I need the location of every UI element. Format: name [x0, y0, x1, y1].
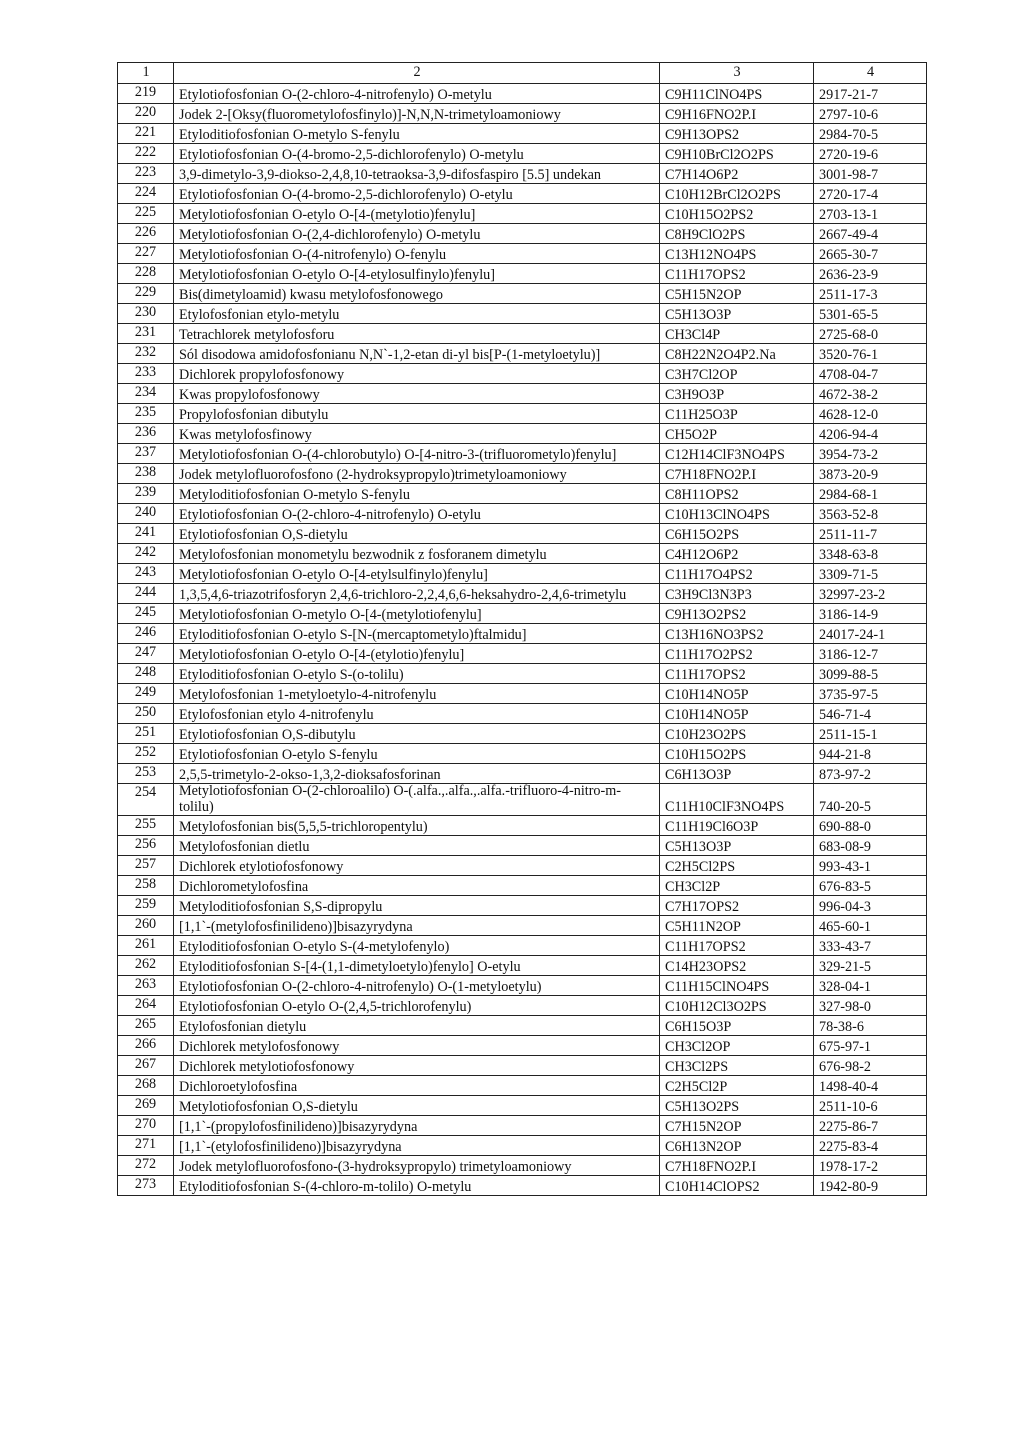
- compound-name: Metylofosfonian 1-metyloetylo-4-nitrofenylu: [174, 684, 660, 704]
- compound-name: Etyloditiofosfonian O-etylo S-(4-metylofenylo): [174, 936, 660, 956]
- molecular-formula: C11H17OPS2: [660, 936, 814, 956]
- row-number: 263: [118, 976, 174, 996]
- cas-number: 3348-63-8: [814, 544, 927, 564]
- row-number: 266: [118, 1036, 174, 1056]
- cas-number: 683-08-9: [814, 836, 927, 856]
- molecular-formula: C8H22N2O4P2.Na: [660, 344, 814, 364]
- row-number: 251: [118, 724, 174, 744]
- compound-name: Metylotiofosfonian O-etylo O-[4-(etylotio)fenylu]: [174, 644, 660, 664]
- molecular-formula: C6H15O2PS: [660, 524, 814, 544]
- row-number: 236: [118, 424, 174, 444]
- compound-name: Etylotiofosfonian O-(2-chloro-4-nitrofenylo) O-etylu: [174, 504, 660, 524]
- compound-name: Etylofosfonian etylo-metylu: [174, 304, 660, 324]
- table-row: [118, 404, 927, 424]
- table-row: [118, 664, 927, 684]
- compound-name: Dichlorek etylotiofosfonowy: [174, 856, 660, 876]
- row-number: 232: [118, 344, 174, 364]
- row-number: 238: [118, 464, 174, 484]
- header-col-1: 1: [118, 63, 174, 84]
- row-number: 250: [118, 704, 174, 724]
- cas-number: 873-97-2: [814, 764, 927, 784]
- molecular-formula: C5H11N2OP: [660, 916, 814, 936]
- table-row: [118, 896, 927, 916]
- cas-number: 4206-94-4: [814, 424, 927, 444]
- molecular-formula: C7H14O6P2: [660, 164, 814, 184]
- table-row: [118, 224, 927, 244]
- table-row: [118, 324, 927, 344]
- row-number: 228: [118, 264, 174, 284]
- cas-number: 2667-49-4: [814, 224, 927, 244]
- table-row: [118, 344, 927, 364]
- cas-number: 2511-15-1: [814, 724, 927, 744]
- molecular-formula: C3H9O3P: [660, 384, 814, 404]
- molecular-formula: C10H12Cl3O2PS: [660, 996, 814, 1016]
- table-row: [118, 264, 927, 284]
- cas-number: 4708-04-7: [814, 364, 927, 384]
- compound-name: Etylotiofosfonian O-(2-chloro-4-nitrofenylo) O-metylu: [174, 84, 660, 104]
- molecular-formula: C9H13O2PS2: [660, 604, 814, 624]
- molecular-formula: C2H5Cl2PS: [660, 856, 814, 876]
- compound-name: Kwas propylofosfonowy: [174, 384, 660, 404]
- row-number: 255: [118, 816, 174, 836]
- table-row: [118, 1176, 927, 1196]
- molecular-formula: C7H18FNO2P.I: [660, 464, 814, 484]
- compound-name: Etylotiofosfonian O-etylo O-(2,4,5-trichlorofenylu): [174, 996, 660, 1016]
- row-number: 270: [118, 1116, 174, 1136]
- table-row: [118, 284, 927, 304]
- row-number: 252: [118, 744, 174, 764]
- molecular-formula: C5H13O3P: [660, 304, 814, 324]
- cas-number: 4672-38-2: [814, 384, 927, 404]
- row-number: 245: [118, 604, 174, 624]
- row-number: 229: [118, 284, 174, 304]
- compound-name: Etyloditiofosfonian O-metylo S-fenylu: [174, 124, 660, 144]
- cas-number: 690-88-0: [814, 816, 927, 836]
- cas-number: 675-97-1: [814, 1036, 927, 1056]
- cas-number: 546-71-4: [814, 704, 927, 724]
- row-number: 273: [118, 1176, 174, 1196]
- table-row: [118, 1116, 927, 1136]
- compound-name: Metyloditiofosfonian S,S-dipropylu: [174, 896, 660, 916]
- molecular-formula: C10H14NO5P: [660, 684, 814, 704]
- row-number: 261: [118, 936, 174, 956]
- cas-number: 3309-71-5: [814, 564, 927, 584]
- cas-number: 1498-40-4: [814, 1076, 927, 1096]
- row-number: 239: [118, 484, 174, 504]
- row-number: 262: [118, 956, 174, 976]
- table-row: [118, 836, 927, 856]
- row-number: 220: [118, 104, 174, 124]
- cas-number: 2720-17-4: [814, 184, 927, 204]
- molecular-formula: C8H9ClO2PS: [660, 224, 814, 244]
- chemical-table: [117, 62, 927, 1196]
- header-col-4: 4: [814, 63, 927, 84]
- cas-number: 2720-19-6: [814, 144, 927, 164]
- row-number: 260: [118, 916, 174, 936]
- table-row: [118, 856, 927, 876]
- cas-number: 2917-21-7: [814, 84, 927, 104]
- molecular-formula: CH3Cl2PS: [660, 1056, 814, 1076]
- compound-name: 2,5,5-trimetylo-2-okso-1,3,2-dioksafosforinan: [174, 764, 660, 784]
- cas-number: 2511-10-6: [814, 1096, 927, 1116]
- compound-name: Etylotiofosfonian O,S-dibutylu: [174, 724, 660, 744]
- molecular-formula: C11H17O2PS2: [660, 644, 814, 664]
- table-row: [118, 724, 927, 744]
- molecular-formula: C4H12O6P2: [660, 544, 814, 564]
- table-row: [118, 764, 927, 784]
- compound-name: [1,1`-(propylofosfinilideno)]bisazyrydyna: [174, 1116, 660, 1136]
- molecular-formula: C11H15ClNO4PS: [660, 976, 814, 996]
- table-row: [118, 876, 927, 896]
- compound-name: Metylofosfonian dietlu: [174, 836, 660, 856]
- table-row: [118, 304, 927, 324]
- compound-name: Metylotiofosfonian O-etylo O-[4-etylosulfinylo)fenylu]: [174, 264, 660, 284]
- cas-number: 3873-20-9: [814, 464, 927, 484]
- cas-number: 329-21-5: [814, 956, 927, 976]
- table-row: [118, 644, 927, 664]
- row-number: 268: [118, 1076, 174, 1096]
- table-body: [118, 84, 927, 1196]
- table-row: [118, 704, 927, 724]
- table-row: [118, 544, 927, 564]
- table-row: [118, 816, 927, 836]
- table-row: [118, 144, 927, 164]
- cas-number: 3186-14-9: [814, 604, 927, 624]
- table-row: [118, 364, 927, 384]
- row-number: 267: [118, 1056, 174, 1076]
- cas-number: 676-98-2: [814, 1056, 927, 1076]
- row-number: 221: [118, 124, 174, 144]
- row-number: 246: [118, 624, 174, 644]
- table-row: [118, 956, 927, 976]
- row-number: 237: [118, 444, 174, 464]
- cas-number: 328-04-1: [814, 976, 927, 996]
- molecular-formula: C9H10BrCl2O2PS: [660, 144, 814, 164]
- table-row: [118, 244, 927, 264]
- row-number: 257: [118, 856, 174, 876]
- molecular-formula: C6H13N2OP: [660, 1136, 814, 1156]
- table-row: [118, 1016, 927, 1036]
- table-row: [118, 996, 927, 1016]
- row-number: 256: [118, 836, 174, 856]
- table-row: [118, 84, 927, 104]
- molecular-formula: C3H7Cl2OP: [660, 364, 814, 384]
- row-number: 233: [118, 364, 174, 384]
- table-row: [118, 784, 927, 816]
- molecular-formula: C10H15O2PS2: [660, 204, 814, 224]
- cas-number: 32997-23-2: [814, 584, 927, 604]
- row-number: 253: [118, 764, 174, 784]
- molecular-formula: C12H14ClF3NO4PS: [660, 444, 814, 464]
- molecular-formula: C3H9Cl3N3P3: [660, 584, 814, 604]
- cas-number: 78-38-6: [814, 1016, 927, 1036]
- compound-name: Sól disodowa amidofosfonianu N,N`-1,2-etan di-yl bis[P-(1-metyloetylu)]: [174, 344, 660, 364]
- cas-number: 5301-65-5: [814, 304, 927, 324]
- table-row: [118, 584, 927, 604]
- compound-name: Etyloditiofosfonian O-etylo S-[N-(mercaptometylo)ftalmidu]: [174, 624, 660, 644]
- molecular-formula: C10H12BrCl2O2PS: [660, 184, 814, 204]
- compound-name: Dichlorek metylotiofosfonowy: [174, 1056, 660, 1076]
- cas-number: 2636-23-9: [814, 264, 927, 284]
- row-number: 249: [118, 684, 174, 704]
- compound-name: Dichlorek metylofosfonowy: [174, 1036, 660, 1056]
- compound-name: Etylotiofosfonian O-(4-bromo-2,5-dichlorofenylo) O-etylu: [174, 184, 660, 204]
- molecular-formula: C6H15O3P: [660, 1016, 814, 1036]
- molecular-formula: C7H18FNO2P.I: [660, 1156, 814, 1176]
- cas-number: 333-43-7: [814, 936, 927, 956]
- molecular-formula: C10H14ClOPS2: [660, 1176, 814, 1196]
- cas-number: 1942-80-9: [814, 1176, 927, 1196]
- cas-number: 3186-12-7: [814, 644, 927, 664]
- row-number: 241: [118, 524, 174, 544]
- table-row: [118, 524, 927, 544]
- molecular-formula: CH5O2P: [660, 424, 814, 444]
- row-number: 258: [118, 876, 174, 896]
- cas-number: 2984-70-5: [814, 124, 927, 144]
- molecular-formula: C5H13O3P: [660, 836, 814, 856]
- row-number: 226: [118, 224, 174, 244]
- compound-name: Metylofosfonian bis(5,5,5-trichloropentylu): [174, 816, 660, 836]
- molecular-formula: C10H23O2PS: [660, 724, 814, 744]
- molecular-formula: C13H16NO3PS2: [660, 624, 814, 644]
- molecular-formula: C9H16FNO2P.I: [660, 104, 814, 124]
- molecular-formula: C11H17O4PS2: [660, 564, 814, 584]
- compound-name: Metylofosfonian monometylu bezwodnik z fosforanem dimetylu: [174, 544, 660, 564]
- table-row: [118, 484, 927, 504]
- compound-name: Metylotiofosfonian O-etylo O-[4-etylsulfinylo)fenylu]: [174, 564, 660, 584]
- molecular-formula: C11H17OPS2: [660, 264, 814, 284]
- compound-name: Metyloditiofosfonian O-metylo S-fenylu: [174, 484, 660, 504]
- header-col-3: 3: [660, 63, 814, 84]
- row-number: 254: [118, 784, 174, 816]
- row-number: 219: [118, 84, 174, 104]
- table-row: [118, 1096, 927, 1116]
- table-row: [118, 1076, 927, 1096]
- molecular-formula: C11H19Cl6O3P: [660, 816, 814, 836]
- compound-name: Dichlorometylofosfina: [174, 876, 660, 896]
- compound-name: Jodek 2-[Oksy(fluorometylofosfinylo)]-N,N,N-trimetyloamoniowy: [174, 104, 660, 124]
- row-number: 243: [118, 564, 174, 584]
- row-number: 248: [118, 664, 174, 684]
- molecular-formula: C8H11OPS2: [660, 484, 814, 504]
- molecular-formula: C14H23OPS2: [660, 956, 814, 976]
- table-row: [118, 1056, 927, 1076]
- molecular-formula: C13H12NO4PS: [660, 244, 814, 264]
- compound-name: Metylotiofosfonian O,S-dietylu: [174, 1096, 660, 1116]
- molecular-formula: C9H11ClNO4PS: [660, 84, 814, 104]
- table-row: [118, 936, 927, 956]
- molecular-formula: CH3Cl2P: [660, 876, 814, 896]
- compound-name: Metylotiofosfonian O-(4-chlorobutylo) O-[4-nitro-3-(trifluorometylo)fenylu]: [174, 444, 660, 464]
- molecular-formula: CH3Cl2OP: [660, 1036, 814, 1056]
- cas-number: 4628-12-0: [814, 404, 927, 424]
- table-row: [118, 424, 927, 444]
- cas-number: 3563-52-8: [814, 504, 927, 524]
- row-number: 224: [118, 184, 174, 204]
- compound-name: Metylotiofosfonian O-metylo O-[4-(metylotiofenylu]: [174, 604, 660, 624]
- compound-name: 1,3,5,4,6-triazotrifosforyn 2,4,6-trichloro-2,2,4,6,6-heksahydro-2,4,6-trimetylu: [174, 584, 660, 604]
- molecular-formula: C5H13O2PS: [660, 1096, 814, 1116]
- cas-number: 2275-83-4: [814, 1136, 927, 1156]
- cas-number: 2797-10-6: [814, 104, 927, 124]
- row-number: 231: [118, 324, 174, 344]
- row-number: 265: [118, 1016, 174, 1036]
- table-row: [118, 444, 927, 464]
- compound-name: Dichloroetylofosfina: [174, 1076, 660, 1096]
- table-row: [118, 1136, 927, 1156]
- molecular-formula: CH3Cl4P: [660, 324, 814, 344]
- cas-number: 3735-97-5: [814, 684, 927, 704]
- row-number: 271: [118, 1136, 174, 1156]
- compound-name: Propylofosfonian dibutylu: [174, 404, 660, 424]
- molecular-formula: C10H14NO5P: [660, 704, 814, 724]
- compound-name: Tetrachlorek metylofosforu: [174, 324, 660, 344]
- compound-name: Metylotiofosfonian O-(4-nitrofenylo) O-fenylu: [174, 244, 660, 264]
- compound-name: Etyloditiofosfonian O-etylo S-(o-tolilu): [174, 664, 660, 684]
- cas-number: 2984-68-1: [814, 484, 927, 504]
- cas-number: 2703-13-1: [814, 204, 927, 224]
- table-row: [118, 684, 927, 704]
- table-row: [118, 124, 927, 144]
- row-number: 227: [118, 244, 174, 264]
- molecular-formula: C11H25O3P: [660, 404, 814, 424]
- table-row: [118, 1156, 927, 1176]
- molecular-formula: C11H10ClF3NO4PS: [660, 784, 814, 816]
- row-number: 230: [118, 304, 174, 324]
- table-row: [118, 464, 927, 484]
- cas-number: 996-04-3: [814, 896, 927, 916]
- table-row: [118, 744, 927, 764]
- cas-number: 2725-68-0: [814, 324, 927, 344]
- row-number: 222: [118, 144, 174, 164]
- cas-number: 993-43-1: [814, 856, 927, 876]
- row-number: 272: [118, 1156, 174, 1176]
- compound-name: 3,9-dimetylo-3,9-diokso-2,4,8,10-tetraoksa-3,9-difosfaspiro [5.5] undekan: [174, 164, 660, 184]
- compound-name: Jodek metylofluorofosfono (2-hydroksypropylo)trimetyloamoniowy: [174, 464, 660, 484]
- cas-number: 465-60-1: [814, 916, 927, 936]
- row-number: 259: [118, 896, 174, 916]
- compound-name: Etylotiofosfonian O-(2-chloro-4-nitrofenylo) O-(1-metyloetylu): [174, 976, 660, 996]
- table-row: [118, 504, 927, 524]
- row-number: 225: [118, 204, 174, 224]
- cas-number: 3099-88-5: [814, 664, 927, 684]
- table-row: [118, 624, 927, 644]
- cas-number: 3520-76-1: [814, 344, 927, 364]
- molecular-formula: C7H17OPS2: [660, 896, 814, 916]
- table-row: [118, 1036, 927, 1056]
- cas-number: 327-98-0: [814, 996, 927, 1016]
- row-number: 242: [118, 544, 174, 564]
- cas-number: 2511-17-3: [814, 284, 927, 304]
- row-number: 247: [118, 644, 174, 664]
- header-row: [118, 63, 927, 84]
- compound-name: Dichlorek propylofosfonowy: [174, 364, 660, 384]
- compound-name: Bis(dimetyloamid) kwasu metylofosfonowego: [174, 284, 660, 304]
- row-number: 240: [118, 504, 174, 524]
- compound-name: Jodek metylofluorofosfono-(3-hydroksypropylo) trimetyloamoniowy: [174, 1156, 660, 1176]
- molecular-formula: C2H5Cl2P: [660, 1076, 814, 1096]
- compound-name: Metylotiofosfonian O-(2,4-dichlorofenylo) O-metylu: [174, 224, 660, 244]
- row-number: 269: [118, 1096, 174, 1116]
- cas-number: 24017-24-1: [814, 624, 927, 644]
- molecular-formula: C9H13OPS2: [660, 124, 814, 144]
- cas-number: 676-83-5: [814, 876, 927, 896]
- compound-name: Kwas metylofosfinowy: [174, 424, 660, 444]
- row-number: 264: [118, 996, 174, 1016]
- compound-name: Metylotiofosfonian O-etylo O-[4-(metylotio)fenylu]: [174, 204, 660, 224]
- molecular-formula: C10H13ClNO4PS: [660, 504, 814, 524]
- header-col-2: 2: [174, 63, 660, 84]
- compound-name: Etyloditiofosfonian S-(4-chloro-m-tolilo) O-metylu: [174, 1176, 660, 1196]
- cas-number: 2665-30-7: [814, 244, 927, 264]
- molecular-formula: C7H15N2OP: [660, 1116, 814, 1136]
- row-number: 223: [118, 164, 174, 184]
- table-row: [118, 604, 927, 624]
- row-number: 244: [118, 584, 174, 604]
- table-row: [118, 164, 927, 184]
- table-row: [118, 916, 927, 936]
- compound-name: Etylotiofosfonian O-(4-bromo-2,5-dichlorofenylo) O-metylu: [174, 144, 660, 164]
- molecular-formula: C11H17OPS2: [660, 664, 814, 684]
- compound-name: Metylotiofosfonian O-(2-chloroalilo) O-(.alfa.,.alfa.,.alfa.-trifluoro-4-nitro-m-tolilu): [174, 784, 660, 816]
- compound-name: Etylotiofosfonian O-etylo S-fenylu: [174, 744, 660, 764]
- molecular-formula: C10H15O2PS: [660, 744, 814, 764]
- cas-number: 2511-11-7: [814, 524, 927, 544]
- cas-number: 1978-17-2: [814, 1156, 927, 1176]
- cas-number: 740-20-5: [814, 784, 927, 816]
- table-row: [118, 976, 927, 996]
- compound-name: Etylofosfonian dietylu: [174, 1016, 660, 1036]
- cas-number: 944-21-8: [814, 744, 927, 764]
- cas-number: 3001-98-7: [814, 164, 927, 184]
- molecular-formula: C5H15N2OP: [660, 284, 814, 304]
- molecular-formula: C6H13O3P: [660, 764, 814, 784]
- table-row: [118, 204, 927, 224]
- compound-name: Etylotiofosfonian O,S-dietylu: [174, 524, 660, 544]
- table-row: [118, 184, 927, 204]
- table-row: [118, 384, 927, 404]
- table-row: [118, 104, 927, 124]
- cas-number: 3954-73-2: [814, 444, 927, 464]
- row-number: 234: [118, 384, 174, 404]
- cas-number: 2275-86-7: [814, 1116, 927, 1136]
- compound-name: Etylofosfonian etylo 4-nitrofenylu: [174, 704, 660, 724]
- row-number: 235: [118, 404, 174, 424]
- compound-name: [1,1`-(metylofosfinilideno)]bisazyrydyna: [174, 916, 660, 936]
- compound-name: [1,1`-(etylofosfinilideno)]bisazyrydyna: [174, 1136, 660, 1156]
- compound-name: Etyloditiofosfonian S-[4-(1,1-dimetyloetylo)fenylo] O-etylu: [174, 956, 660, 976]
- table-row: [118, 564, 927, 584]
